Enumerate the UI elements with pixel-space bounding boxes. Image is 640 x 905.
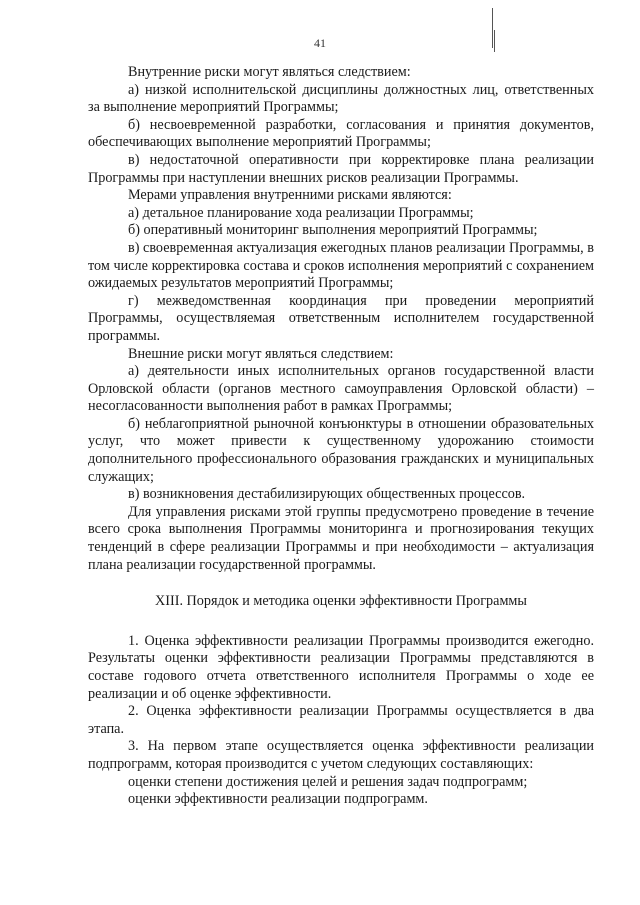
paragraph: в) своевременная актуализация ежегодных планов реализации Программы, в том числе корректировка состава и сроков исполнения мероприятий с сохранением ожидаемых результатов мероприятий Программы; — [88, 239, 594, 292]
paragraph: Внутренние риски могут являться следствием: — [128, 64, 411, 80]
paragraph: б) оперативный мониторинг выполнения мероприятий Программы; — [128, 222, 538, 239]
paragraph: 2. Оценка эффективности реализации Программы осуществляется в два этапа. — [88, 703, 594, 737]
paragraph: г) межведомственная координация при проведении мероприятий Программы, осуществляемая ответственным исполнителем государственной программы. — [88, 292, 594, 344]
section-heading: XIII. Порядок и методика оценки эффективности Программы — [155, 593, 527, 610]
paragraph: а) деятельности иных исполнительных органов государственной власти Орловской области (органов местного самоуправления Орловской области) – несогласованности выполнения работ в рамках Программы; — [88, 363, 594, 415]
paragraph: б) неблагоприятной рыночной конъюнктуры в отношении образовательных услуг, что может привести к существенному удорожанию стоимости дополнительного профессионального образования гражданских и муниципальных служащих; — [88, 415, 594, 485]
document-body — [88, 64, 594, 809]
page-number: 41 — [314, 36, 326, 50]
list-item: оценки эффективности реализации подпрограмм. — [128, 791, 428, 808]
paragraph: Для управления рисками этой группы предусмотрено проведение в течение всего срока выполнения Программы мониторинга и прогнозирования текущих тенденций в сфере реализации Программы и при необходимости – актуализация плана реализации государственной программы. — [88, 503, 594, 573]
list-item: оценки степени достижения целей и решения задач подпрограмм; — [128, 773, 528, 790]
paragraph: Мерами управления внутренними рисками являются: — [128, 187, 452, 204]
paragraph: Внешние риски могут являться следствием: — [128, 345, 394, 362]
paragraph: в) недостаточной оперативности при корректировке плана реализации Программы при наступлении внешних рисков реализации Программы. — [88, 151, 594, 186]
paragraph: 1. Оценка эффективности реализации Программы производится ежегодно. Результаты оценки эффективности реализации Программы представляются в составе годового отчета ответственного исполнителя Программы о ходе ее реализации и об оценке эффективности. — [88, 632, 594, 702]
paragraph: б) несвоевременной разработки, согласования и принятия документов, обеспечивающих выполнение мероприятий Программы; — [88, 116, 594, 151]
paragraph: в) возникновения дестабилизирующих общественных процессов. — [128, 486, 526, 503]
paragraph: а) низкой исполнительской дисциплины должностных лиц, ответственных за выполнение мероприятий Программы; — [88, 81, 594, 116]
paragraph: 3. На первом этапе осуществляется оценка эффективности реализации подпрограмм, которая производится с учетом следующих составляющих: — [88, 738, 594, 772]
paragraph: а) детальное планирование хода реализации Программы; — [128, 204, 474, 221]
